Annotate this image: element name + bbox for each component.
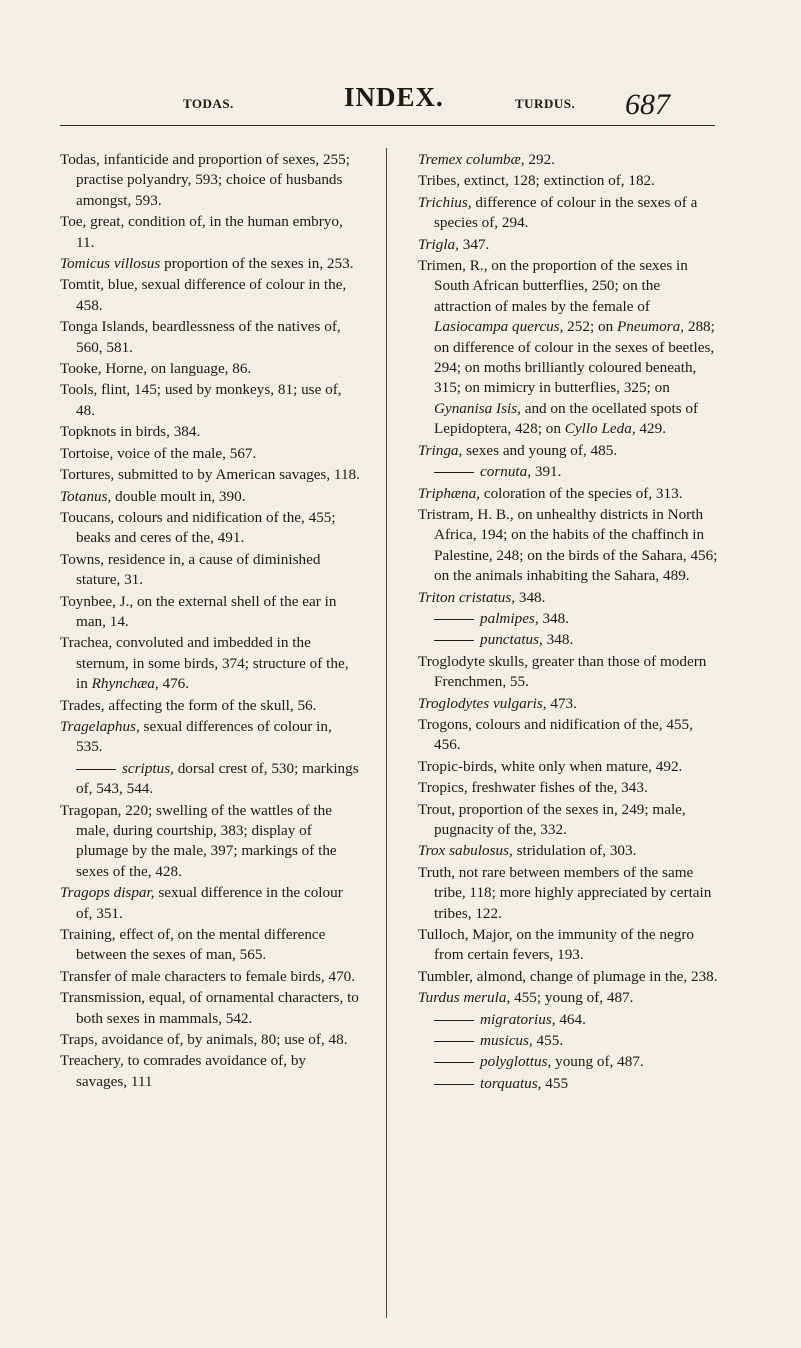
index-entry (418, 757, 718, 777)
repeat-dash (76, 769, 116, 770)
index-subentry (418, 609, 718, 629)
entry-text: 348. (542, 631, 574, 649)
entry-text: 429. (635, 420, 666, 438)
entry-text: Pneumora, (616, 318, 685, 336)
index-subentry (418, 1052, 718, 1072)
index-entry (60, 967, 360, 987)
index-column-left (60, 150, 360, 1093)
entry-text: Tomtit, blue, sexual difference of colour in the, 458. (60, 276, 347, 314)
entry-text: 292. (524, 151, 555, 168)
index-entry (60, 1051, 360, 1092)
index-entry (60, 801, 360, 883)
entry-text: 391. (531, 463, 562, 481)
entry-text: Gynanisa Isis, (434, 399, 521, 417)
entry-text: Triton cristatus, (418, 588, 516, 606)
index-entry (418, 841, 718, 861)
repeat-dash (434, 1062, 474, 1063)
entry-text: sexual difference in the colour of, 351. (76, 884, 343, 922)
entry-text: torquatus, (480, 1074, 542, 1092)
entry-text: Tristram, H. B., on unhealthy districts in North Africa, 194; on the habits of the chaffinch in Palestine, 248; on the birds of the Sahara, 456; on the animals inhabiting the Sahara, 489. (418, 505, 718, 585)
index-entry (60, 487, 360, 507)
index-entry (60, 633, 360, 694)
index-entry (418, 778, 718, 798)
entry-text: 348. (538, 609, 570, 627)
entry-text: sexes and young of, 485. (462, 441, 618, 459)
index-column-right (418, 150, 718, 1095)
entry-text: Tooke, Horne, on language, 86. (60, 360, 252, 378)
index-entry (418, 988, 718, 1008)
index-entry (60, 550, 360, 591)
entry-text: 464. (555, 1010, 586, 1028)
index-entry (60, 465, 360, 485)
entry-text: young of, 487. (551, 1053, 644, 1071)
header-rule (60, 125, 715, 126)
index-entry (60, 883, 360, 924)
index-subentry (418, 1010, 718, 1030)
index-entry (60, 150, 360, 211)
entry-text: scriptus, (122, 759, 174, 777)
entry-text: Tonga Islands, beardlessness of the natives of, 560, 581. (60, 318, 341, 356)
entry-text: musicus, (480, 1032, 533, 1050)
entry-text: proportion of the sexes in, 253. (160, 255, 354, 273)
entry-text: Trogons, colours and nidification of the, 455, 456. (418, 715, 693, 754)
repeat-dash (434, 1084, 474, 1085)
repeat-dash (434, 472, 474, 473)
index-entry (60, 275, 360, 316)
entry-text: Truth, not rare between members of the same tribe, 118; more highly appreciated by certain tribes, 122. (418, 863, 712, 922)
entry-text: migratorius, (480, 1010, 556, 1028)
entry-text: Tortoise, voice of the male, 567. (60, 444, 257, 462)
index-entry (418, 256, 718, 440)
entry-text: Tropic-birds, white only when mature, 492. (418, 757, 683, 775)
page-title: INDEX. (344, 82, 444, 112)
entry-text: Traps, avoidance of, by animals, 80; use of, 48. (60, 1031, 348, 1049)
entry-text: Cyllo Leda, (564, 420, 636, 438)
index-subentry (60, 759, 360, 800)
index-entry (60, 717, 360, 758)
entry-text: Toynbee, J., on the external shell of the ear in man, 14. (60, 592, 337, 630)
entry-text: Tragelaphus, (60, 717, 140, 735)
entry-text: coloration of the species of, 313. (480, 484, 683, 502)
index-entry (418, 652, 718, 693)
entry-text: Trimen, R., on the proportion of the sexes in South African butterflies, 250; on the attraction of males by the female of (418, 257, 688, 315)
entry-text: difference of colour in the sexes of a species of, 294. (434, 193, 698, 232)
entry-text: 288; on difference of colour in the sexes of beetles, 294; on moths brilliantly coloured beneath, 315; on mimicry in butterflies, 325; on (434, 318, 715, 397)
index-entry (418, 863, 718, 924)
index-entry (418, 171, 718, 191)
index-entry (60, 508, 360, 549)
entry-text: Trox sabulosus, (418, 842, 513, 860)
index-entry (60, 1030, 360, 1050)
entry-text: double moult in, 390. (111, 487, 246, 505)
index-entry (60, 592, 360, 633)
entry-text: 252; on (563, 318, 617, 336)
entry-text: 347. (458, 235, 490, 253)
entry-text: dorsal crest of, 530; markings of, 543, 544. (76, 759, 359, 798)
entry-text: Tumbler, almond, change of plumage in the, 238. (418, 967, 718, 985)
entry-text: Trachea, convoluted and imbedded in the sternum, in some birds, 374; structure of the, in (60, 634, 349, 693)
entry-text: palmipes, (480, 609, 539, 627)
repeat-dash (434, 640, 474, 641)
entry-text: 455. (532, 1032, 564, 1050)
index-entry (418, 505, 718, 587)
index-subentry (418, 1031, 718, 1051)
index-entry (418, 484, 718, 504)
index-entry (60, 696, 360, 716)
index-entry (60, 212, 360, 253)
entry-text: Totanus, (60, 487, 112, 505)
repeat-dash (434, 1020, 474, 1021)
entry-text: Toucans, colours and nidification of the, 455; beaks and ceres of the, 491. (60, 508, 336, 547)
entry-text: Topknots in birds, 384. (60, 423, 201, 441)
entry-text: Tomicus villosus (60, 255, 161, 273)
entry-text: Tortures, submitted to by American savages, 118. (60, 466, 360, 484)
index-entry (60, 317, 360, 358)
entry-text: Trigla, (418, 235, 459, 253)
entry-text: cornuta, (480, 463, 532, 481)
index-entry (418, 800, 718, 841)
index-entry (60, 925, 360, 966)
index-entry (60, 422, 360, 442)
entry-text: Tropics, freshwater fishes of the, 343. (418, 779, 648, 797)
entry-text: Tringa, (418, 441, 463, 459)
index-entry (418, 694, 718, 714)
index-subentry (418, 462, 718, 482)
entry-text: Tremex columbæ, (418, 151, 525, 168)
entry-text: 455 (541, 1074, 569, 1092)
index-entry (418, 925, 718, 966)
entry-text: stridulation of, 303. (512, 842, 637, 860)
entry-text: punctatus, (480, 631, 543, 649)
page-number: 687 (625, 88, 670, 121)
entry-text: 476. (158, 675, 190, 693)
index-entry (418, 235, 718, 255)
entry-text: Training, effect of, on the mental difference between the sexes of man, 565. (60, 926, 326, 964)
entry-text: Triphæna, (418, 484, 481, 502)
index-entry (418, 715, 718, 756)
entry-text: Troglodyte skulls, greater than those of modern Frenchmen, 55. (418, 652, 707, 691)
index-entry (60, 254, 360, 274)
entry-text: Turdus merula, (418, 989, 511, 1007)
index-entry (418, 967, 718, 987)
entry-text: Transfer of male characters to female birds, 470. (60, 967, 356, 985)
entry-text: Tribes, extinct, 128; extinction of, 182. (418, 172, 655, 190)
entry-text: Transmission, equal, of ornamental characters, to both sexes in mammals, 542. (60, 989, 359, 1027)
entry-text: Rhynchæa, (91, 675, 159, 693)
entry-text: and on the ocellated spots of Lepidoptera, 428; on (434, 399, 699, 438)
entry-text: polyglottus, (480, 1053, 552, 1071)
right-guide-word: TURDUS. (515, 96, 576, 111)
index-entry (60, 444, 360, 464)
repeat-dash (434, 1041, 474, 1042)
index-entry (418, 150, 718, 170)
entry-text: sexual differences of colour in, 535. (76, 717, 332, 756)
entry-text: Treachery, to comrades avoidance of, by savages, 111 (60, 1052, 307, 1090)
repeat-dash (434, 619, 474, 620)
entry-text: Tulloch, Major, on the immunity of the negro from certain fevers, 193. (418, 926, 694, 964)
index-entry (418, 588, 718, 608)
entry-text: Trades, affecting the form of the skull, 56. (60, 696, 317, 714)
entry-text: Todas, infanticide and proportion of sexes, 255; practise polyandry, 593; choice of husbands amongst, 593. (60, 151, 350, 209)
index-entry (60, 988, 360, 1029)
entry-text: 473. (546, 694, 577, 712)
index-subentry (418, 1074, 718, 1094)
entry-text: 348. (515, 588, 546, 606)
entry-text: Toe, great, condition of, in the human embryo, 11. (60, 213, 343, 251)
entry-text: Towns, residence in, a cause of diminished stature, 31. (60, 550, 321, 589)
entry-text: Tools, flint, 145; used by monkeys, 81; use of, 48. (60, 381, 342, 419)
entry-text: Tragops dispar, (60, 884, 155, 902)
index-entry (418, 441, 718, 461)
running-header (0, 62, 801, 121)
entry-text: Tragopan, 220; swelling of the wattles of the male, during courtship, 383; display of plumage by the male, 397; markings of the sexes of the, 428. (60, 801, 337, 880)
entry-text: Trout, proportion of the sexes in, 249; male, pugnacity of the, 332. (418, 800, 686, 838)
column-divider (386, 148, 387, 1318)
entry-text: Trichius, (418, 193, 472, 211)
entry-text: Lasiocampa quercus, (434, 318, 564, 336)
index-entry (418, 193, 718, 234)
entry-text: Troglodytes vulgaris, (418, 694, 547, 712)
index-entry (60, 380, 360, 421)
entry-text: 455; young of, 487. (510, 989, 634, 1007)
index-subentry (418, 630, 718, 650)
left-guide-word: TODAS. (183, 96, 234, 111)
index-entry (60, 359, 360, 379)
